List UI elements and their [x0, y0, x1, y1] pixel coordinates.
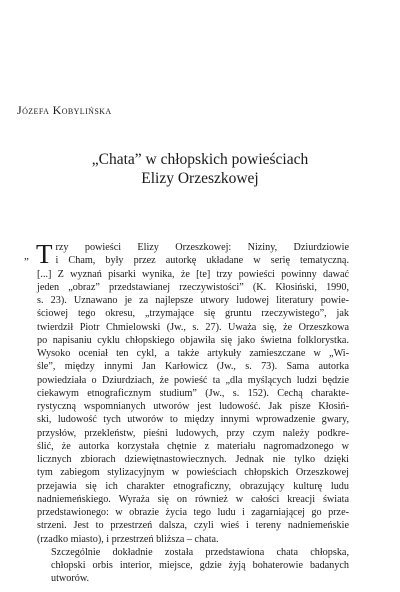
paragraph-1-line-11: powiedziała o Dziurdziach, że powieść ta „dla myślących ludzi będzie	[37, 374, 349, 386]
paragraph-1-line-18: tym zabiegom stylizacyjnym w powieściach chłopskich Orzeszkowej	[37, 467, 349, 479]
dropcap-quote: „	[24, 250, 29, 262]
paragraph-2-line-1: Szczególnie dokładnie została przedstawiona chata chłopska,	[51, 546, 349, 558]
paragraph-1-line-1: rzy powieści Elizy Orzeszkowej: Niziny, Dziurdziowie	[55, 242, 349, 253]
dropcap-letter: T	[36, 239, 53, 269]
paragraph-1-line-22: strzeni. Jest to przestrzeń dalsza, czyli wieś i tereny nadniemeńskie	[37, 520, 349, 532]
paragraph-1-line-8: po napisaniu cyklu chłopskiego objawiła się jako świetna folklorystka.	[37, 334, 349, 346]
paragraph-1	[24, 239, 349, 546]
paragraph-1-line-2: i Cham, były przez autorkę układane w serię tematyczną.	[55, 255, 349, 267]
paragraph-1-line-6: ściowej tego okresu, „trzymające się gruntu rzeczywistego”, jak	[37, 308, 349, 320]
paragraph-1-line-23: (rzadko miasto), i przestrzeń bliższa – chata.	[37, 533, 219, 545]
paragraph-1-line-9: Wysoko oceniał ten cykl, a także artykuły zamieszczane w „Wi-	[37, 348, 349, 359]
paragraph-1-line-20: nadniemeńskiego. Wyraża się on również w całości kreacji świata	[37, 493, 349, 505]
paragraph-1-line-16: ślić, że autorka korzystała chętnie z materiału nagromadzonego w	[37, 440, 349, 452]
paragraph-1-line-3: [...] Z wyznań pisarki wynika, że [te] trzy powieści powinny dawać	[37, 268, 349, 280]
paragraph-1-line-17: licznych zbiorach dziewiętnastowiecznych. Jednak nie tylko dzięki	[37, 454, 349, 465]
paragraph-2	[37, 546, 349, 586]
paragraph-1-line-14: ski, ludowość tych utworów to między innymi wprowadzenie gwary,	[37, 414, 349, 426]
paragraph-1-line-13: rystyczną wspomnianych utworów jest ludowość. Jak pisze Kłosiń-	[37, 401, 349, 412]
paragraph-1-line-10: śle”, między innymi Jan Karłowicz (Jw., s. 73). Sama autorka	[37, 361, 349, 373]
paragraph-1-line-12: ciekawym etnograficznym studium” (Jw., s. 152). Cechą charakte-	[37, 387, 349, 399]
paragraph-2-line-2: chłopski orbis interior, miejsce, gdzie żyją bohaterowie badanych	[51, 560, 349, 571]
paragraph-2-line-3: utworów.	[51, 573, 90, 585]
article-title-line-2: Elizy Orzeszkowej	[141, 170, 259, 187]
paragraph-1-line-4: jeden „obraz” przedstawianej rzeczywistości” (K. Kłosiński, 1990,	[37, 281, 349, 293]
author-name: Józefa Kobylińska	[17, 103, 112, 117]
paragraph-1-line-5: s. 23). Uznawano je za najlepsze utwory ludowej literatury powie-	[37, 295, 349, 306]
article-title-line-1: „Chata” w chłopskich powieściach	[91, 151, 309, 168]
paragraph-1-line-7: twierdził Piotr Chmielowski (Jw., s. 27). Uważa się, że Orzeszkowa	[37, 321, 349, 333]
paragraph-1-line-19: przejawia się ich charakter etnograficzny, obrazujący kulturę ludu	[37, 480, 349, 492]
article-body	[24, 239, 349, 586]
paragraph-1-line-21: przedstawionego: w obrazie życia tego ludu i zagarniającej go prze-	[37, 507, 349, 518]
paragraph-1-line-15: przysłów, przekleństw, pieśni ludowych, przy czym należy podkre-	[37, 427, 349, 439]
